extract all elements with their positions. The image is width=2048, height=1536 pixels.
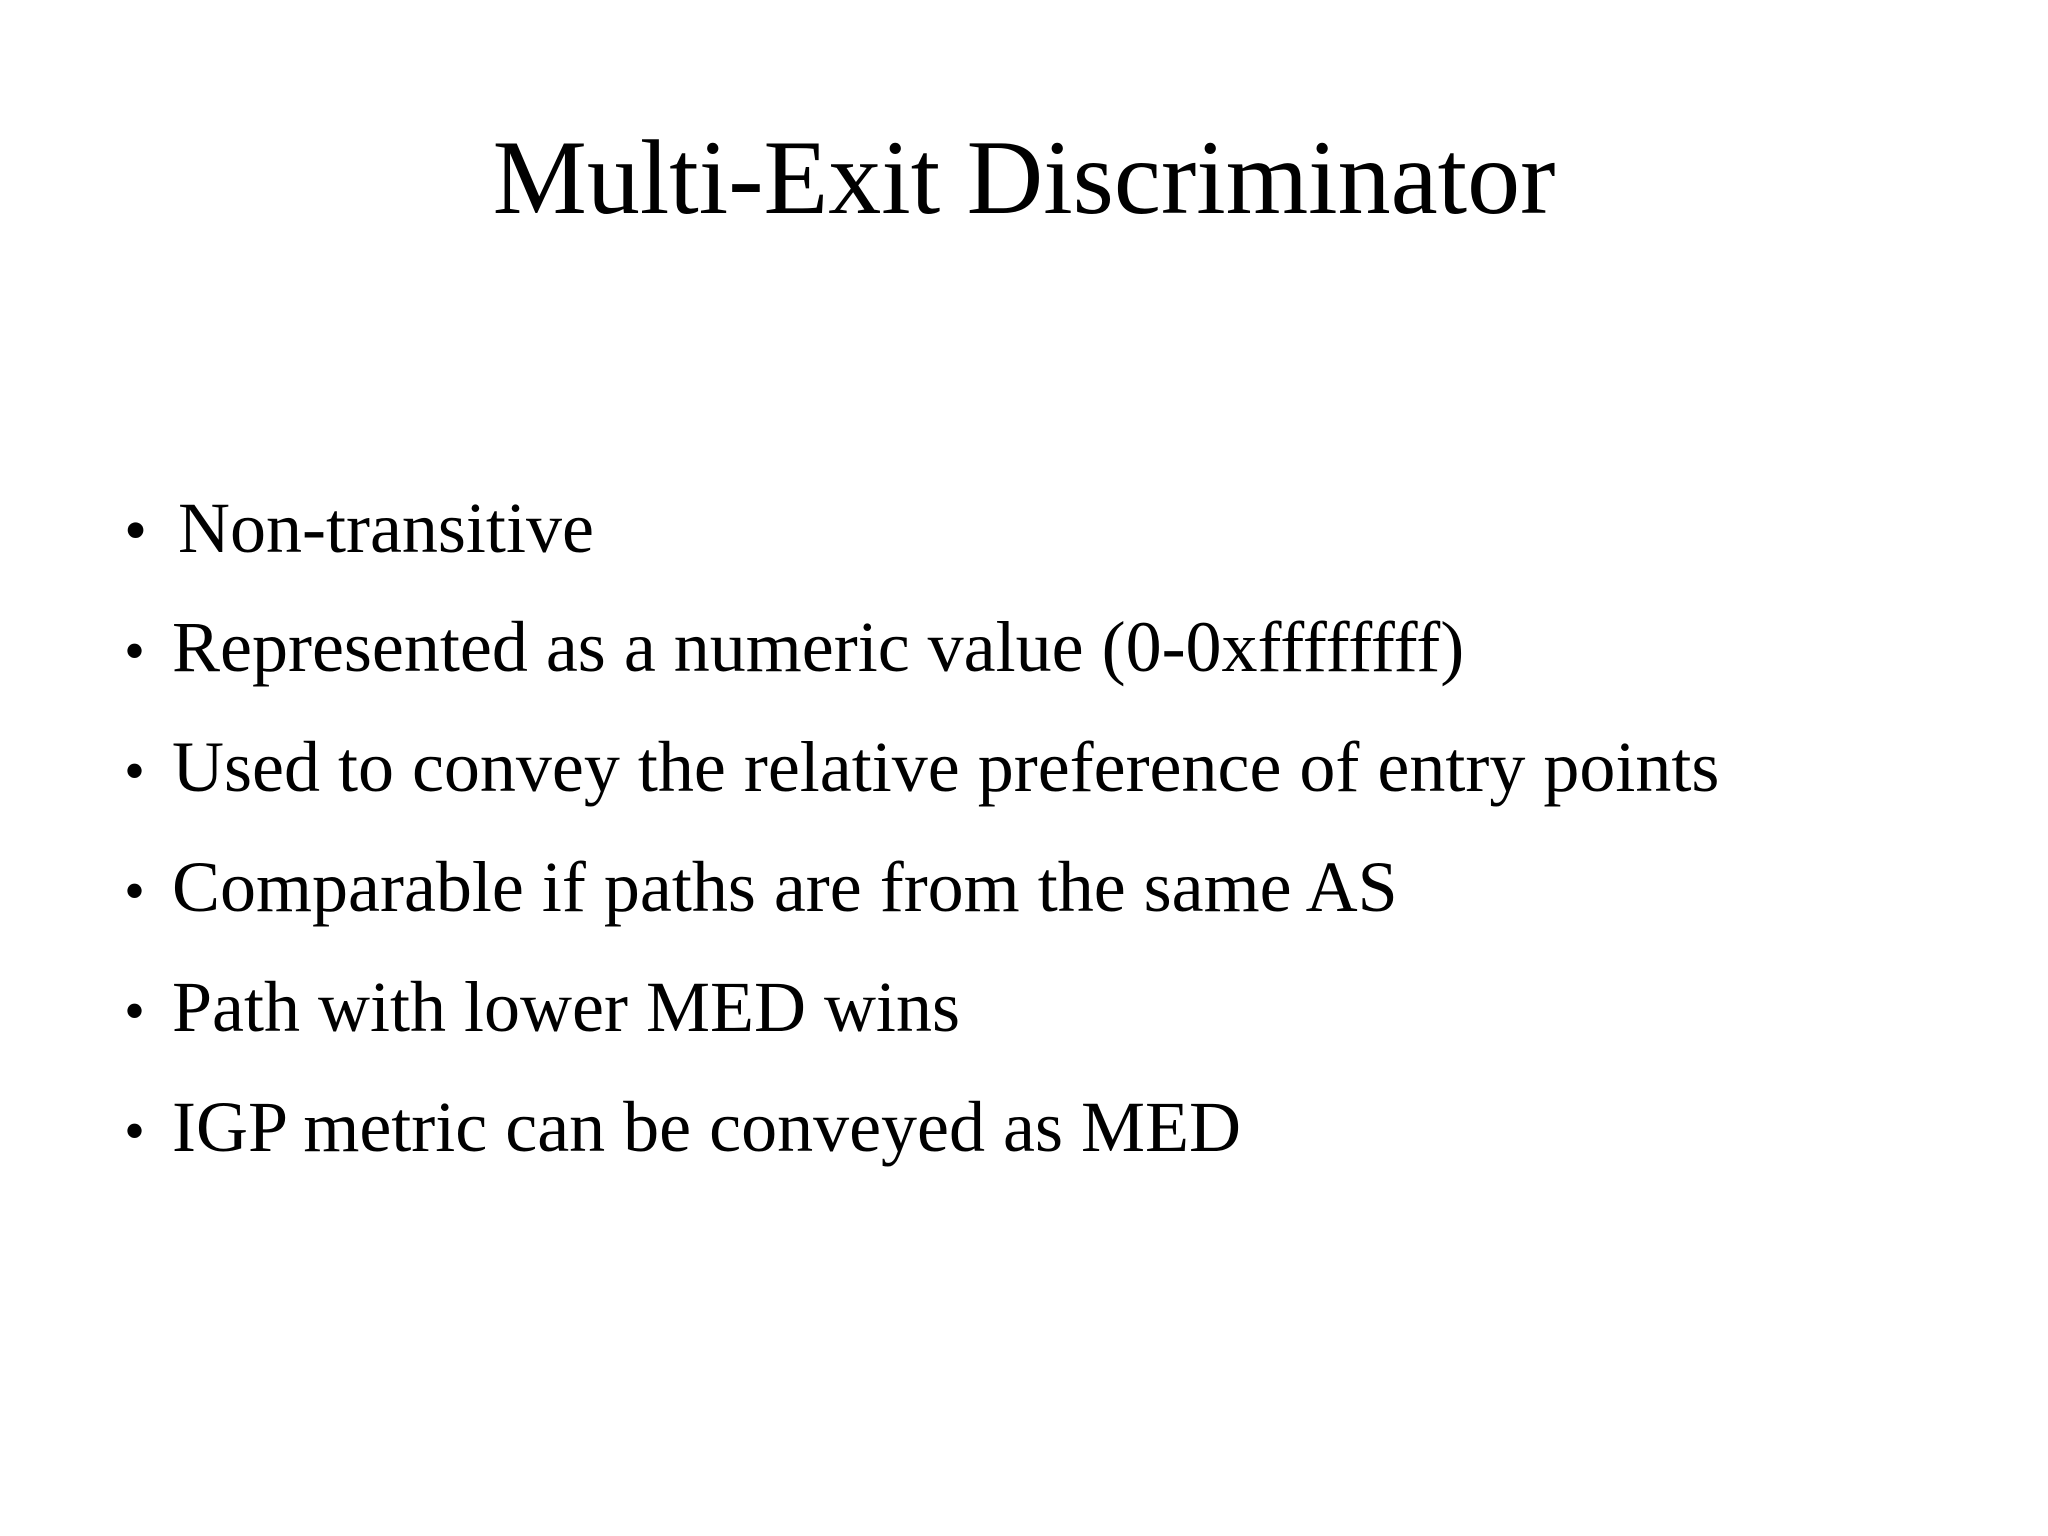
bullet-text: Represented as a numeric value (0-0xffffffff) <box>172 607 1465 687</box>
bullet-point-icon: • <box>124 1098 146 1164</box>
bullet-point-icon: • <box>124 978 146 1044</box>
bullet-point-icon: • <box>124 858 146 924</box>
bullet-point-icon: • <box>124 494 148 567</box>
bullet-text: IGP metric can be conveyed as MED <box>172 1087 1241 1167</box>
bullet-item <box>124 709 1719 829</box>
bullet-point-icon: • <box>124 618 146 684</box>
bullet-item <box>124 589 1719 709</box>
bullet-text: Non-transitive <box>178 488 594 568</box>
bullet-item <box>124 470 1719 589</box>
slide-title: Multi-Exit Discriminator <box>492 119 1556 236</box>
bullet-item <box>124 829 1719 949</box>
bullet-text: Path with lower MED wins <box>172 967 960 1047</box>
bullet-item <box>124 949 1719 1069</box>
bullet-text: Comparable if paths are from the same AS <box>172 847 1398 927</box>
bullet-list <box>124 470 1719 1189</box>
bullet-text: Used to convey the relative preference of entry points <box>172 727 1720 807</box>
bullet-point-icon: • <box>124 738 146 804</box>
bullet-item <box>124 1069 1719 1189</box>
